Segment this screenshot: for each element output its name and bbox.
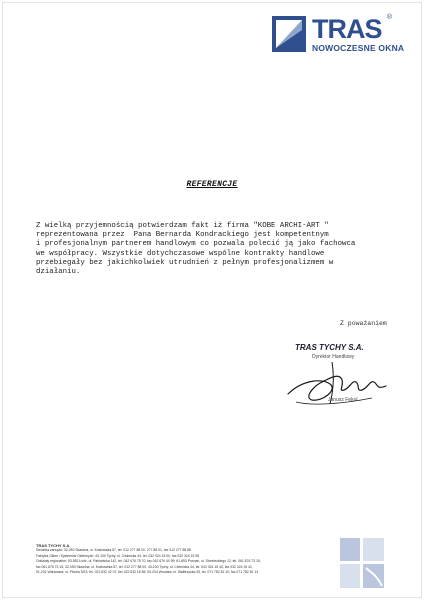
body-line: i profesjonalnym partnerem handlowym co pozwala polecić ją jako fachowca [36,240,356,249]
footer-line: fax 061 876 73 15; 32-050 Skawina, ul. Krakowska 57, tel. 012 277 88 00, 43-100 Tychy, ul. Cielmicka 44, tel. 032 324 15 40, fax 032 324 15 41, [36,564,253,569]
footer-line: Siedziba zarządu: 32-050 Skawina, ul. Krakowska 57, tel. 012 277 88 00, 277 88 01, fax 012 277 88 88 [36,548,191,553]
body-line: Z wielką przyjemnością potwierdzam fakt iż firma "KOBE ARCHI-ART " [36,222,329,230]
letter-body [36,222,376,277]
footer-line: Fabryka Okien i Systemów Okiennych: 43-100 Tychy, ul. Cielmicka 44, tel. 032 324 15 00, fax 032 324 15 55 [36,553,200,558]
window-logo-icon [272,16,306,52]
logo-tagline: NOWOCZESNE OKNA [312,43,405,53]
body-line: działaniu. [36,268,81,277]
registered-mark: ® [386,14,392,21]
signature-role: Dyrektor Handlowy [312,354,355,360]
window-grid-icon [340,538,384,588]
body-line: reprezentowana przez Pana Bernarda Kondrackiego jest kompetentnym [36,231,329,240]
letter-title: REFERENCJE [186,180,238,189]
closing-text: Z poważaniem [340,320,387,327]
footer-line: 01-231 Warszawa, ul. Płocka 5/23, tel. 022 632 42 07, fax 022 632 18 85; 53-204 Wrocław, ul. Wałbrzyska 25, tel. 071 782 81 10, fax 071 782 81 13 [36,570,259,575]
page-border [2,2,422,598]
tras-logo [272,14,405,56]
footer-addresses [36,543,326,575]
signature-company: TRAS TYCHY S.A. [295,343,364,352]
signature-name: Janusz Fekul [328,397,358,403]
footer-line: Oddziały regionalne: 93-552 Łódź, ul. Pabiańicka 142, tel. 042 676 75 70, fax 042 676 44 99; 61-853 Poznań, ul. Strzeleckiego 12, tel. 061 876 73 15, [36,559,261,564]
logo-wordmark: TRAS [312,14,382,44]
body-line: we współpracy. Wszystkie dotychczasowe wspólne kontrakty handlowe [36,249,325,258]
body-line: przebiegały bez jakichkolwiek utrudnień z pełnym profesjonalizmem w [36,258,334,267]
footer-company: TRAS TYCHY S.A. [36,543,71,548]
